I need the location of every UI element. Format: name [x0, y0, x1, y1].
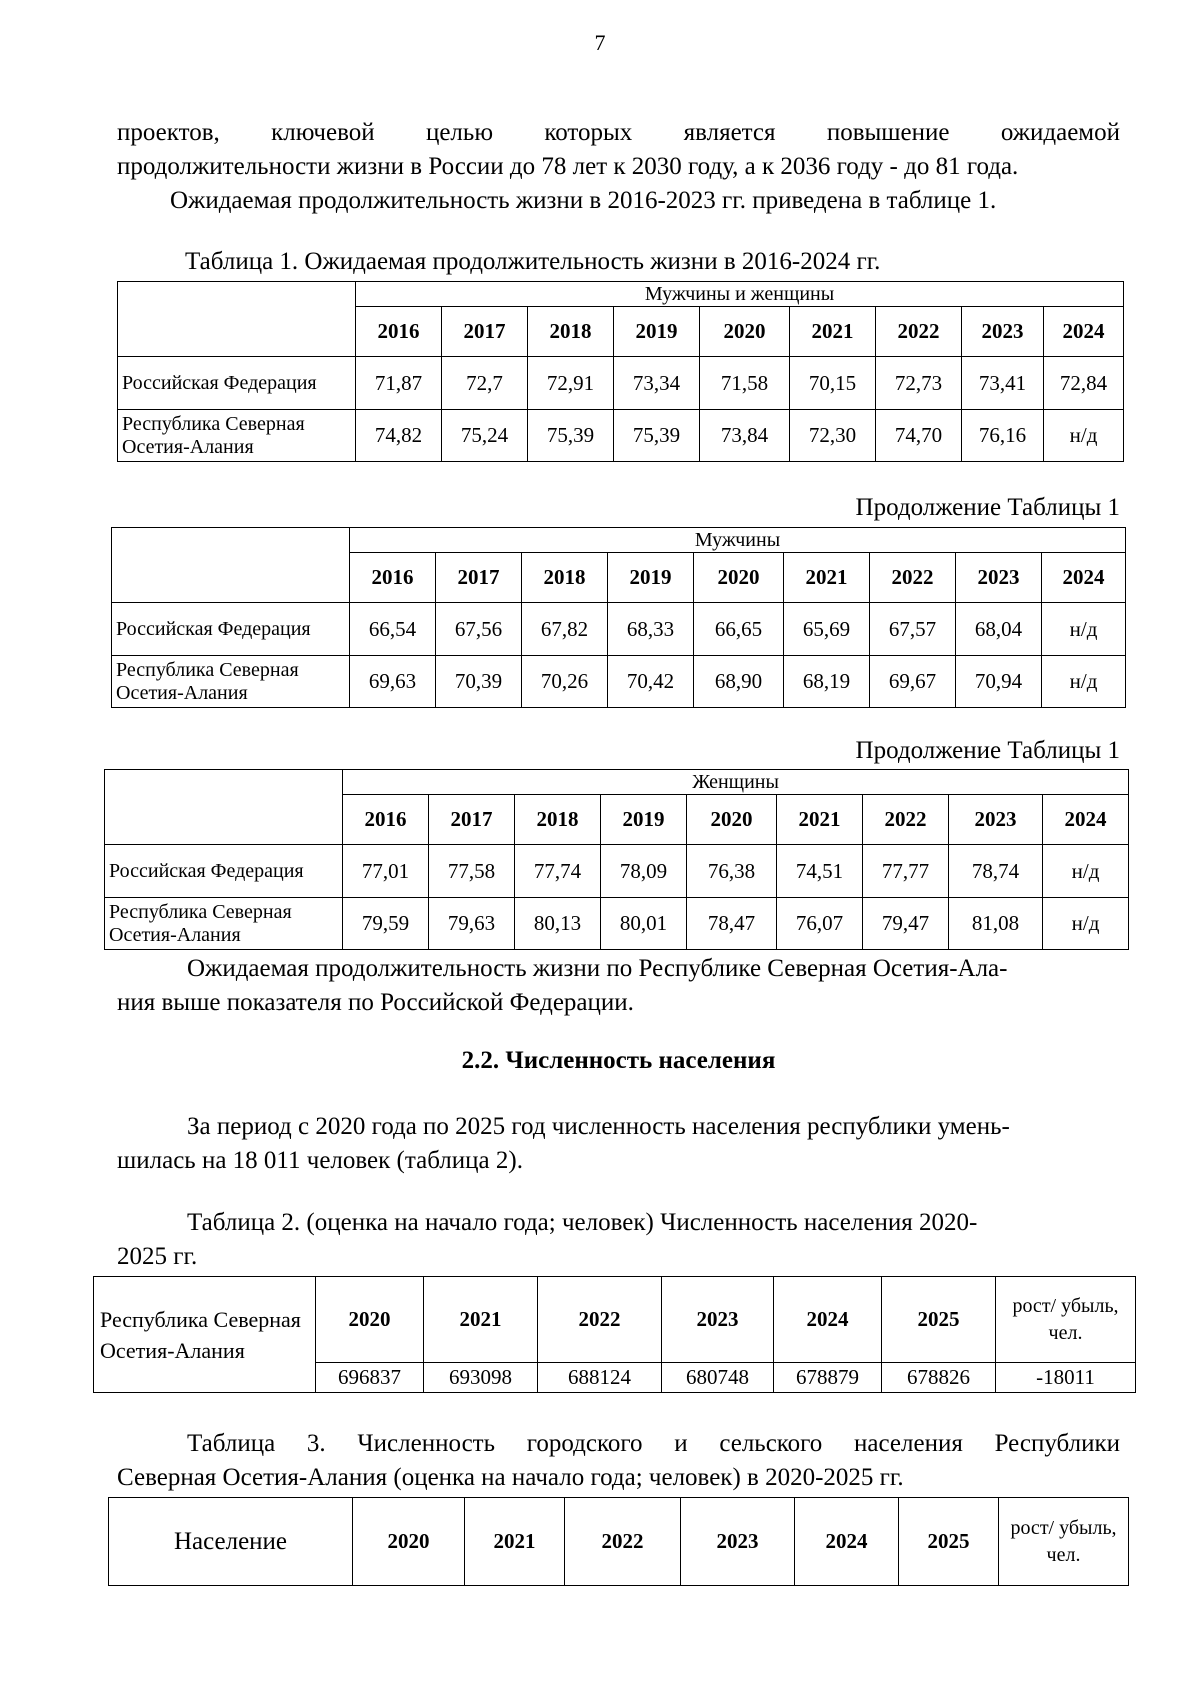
row-label: Российская Федерация — [118, 357, 356, 410]
population-text-line-2: шилась на 18 011 человек (таблица 2). — [117, 1147, 523, 1174]
table-cell: 76,38 — [687, 845, 777, 898]
table-row — [105, 845, 1129, 898]
year-header: 2023 — [962, 307, 1044, 357]
row-label: Российская Федерация — [105, 845, 343, 898]
population-text-line-1: За период с 2020 года по 2025 год численность населения республики умень- — [187, 1113, 1010, 1140]
table-cell: н/д — [1044, 410, 1124, 462]
year-header: 2018 — [528, 307, 614, 357]
year-header: 2021 — [465, 1498, 565, 1586]
table-cell: 78,74 — [949, 845, 1043, 898]
table-cell: 79,63 — [429, 898, 515, 950]
table-cell: 77,01 — [343, 845, 429, 898]
year-header: 2025 — [899, 1498, 999, 1586]
table-cell: 78,47 — [687, 898, 777, 950]
table-cell: 68,19 — [784, 656, 870, 708]
table-group-header: Мужчины — [350, 528, 1126, 553]
table-cell: 81,08 — [949, 898, 1043, 950]
table-cell: 680748 — [662, 1363, 774, 1393]
life-expectancy-table-both — [117, 281, 1124, 462]
year-header: 2021 — [424, 1277, 538, 1363]
table-cell: 70,39 — [436, 656, 522, 708]
row-label: Республика Северная Осетия-Алания — [112, 656, 350, 708]
year-header: 2021 — [790, 307, 876, 357]
table-cell: 73,84 — [700, 410, 790, 462]
year-header: 2023 — [681, 1498, 795, 1586]
table-cell: 79,47 — [863, 898, 949, 950]
table-group-header: Женщины — [343, 770, 1129, 795]
table-corner-cell — [118, 282, 356, 357]
table-cell: 693098 — [424, 1363, 538, 1393]
year-header: 2020 — [694, 553, 784, 603]
year-header: 2016 — [356, 307, 442, 357]
row-label: Республика Северная Осетия-Алания — [105, 898, 343, 950]
table-cell: 70,94 — [956, 656, 1042, 708]
year-header: 2020 — [687, 795, 777, 845]
table-cell: 688124 — [538, 1363, 662, 1393]
table3-caption-line-1: Таблица 3. Численность городского и сельского населения Республики — [187, 1430, 1120, 1457]
table-cell: 77,74 — [515, 845, 601, 898]
table-row — [118, 410, 1124, 462]
year-header: 2024 — [774, 1277, 882, 1363]
table-cell: 69,63 — [350, 656, 436, 708]
table-cell: 77,77 — [863, 845, 949, 898]
year-header: 2021 — [777, 795, 863, 845]
year-header: 2016 — [350, 553, 436, 603]
year-header: 2016 — [343, 795, 429, 845]
table-cell: 77,58 — [429, 845, 515, 898]
table-cell: 75,39 — [614, 410, 700, 462]
year-header: 2022 — [538, 1277, 662, 1363]
table-cell: н/д — [1042, 656, 1126, 708]
table2-caption-line-2: 2025 гг. — [117, 1243, 198, 1270]
intro-line-1: проектов, ключевой целью которых является повышение ожидаемой — [117, 119, 1120, 146]
table-cell: 72,7 — [442, 357, 528, 410]
year-header: 2024 — [1042, 553, 1126, 603]
table-group-header: Мужчины и женщины — [356, 282, 1124, 307]
table-cell: 68,90 — [694, 656, 784, 708]
year-header: 2023 — [662, 1277, 774, 1363]
table-cell: 72,30 — [790, 410, 876, 462]
table1-continuation-label-2: Продолжение Таблицы 1 — [855, 737, 1120, 764]
urban-rural-population-table — [108, 1497, 1129, 1586]
year-header: 2024 — [1044, 307, 1124, 357]
table2-caption-line-1: Таблица 2. (оценка на начало года; человек) Численность населения 2020- — [187, 1209, 978, 1236]
year-header: 2018 — [522, 553, 608, 603]
year-header: 2023 — [956, 553, 1042, 603]
table-cell: 72,91 — [528, 357, 614, 410]
year-header: 2023 — [949, 795, 1043, 845]
conclusion-line-1: Ожидаемая продолжительность жизни по Республике Северная Осетия-Ала- — [187, 955, 1008, 982]
table-row — [112, 656, 1126, 708]
table-cell: 73,34 — [614, 357, 700, 410]
table-corner-cell — [112, 528, 350, 603]
table-cell: 66,65 — [694, 603, 784, 656]
table-cell: 76,16 — [962, 410, 1044, 462]
table-cell: 70,26 — [522, 656, 608, 708]
table-cell: 66,54 — [350, 603, 436, 656]
table-cell: 74,70 — [876, 410, 962, 462]
year-header: 2019 — [601, 795, 687, 845]
year-header: 2022 — [876, 307, 962, 357]
table-cell: 75,39 — [528, 410, 614, 462]
year-header: 2017 — [436, 553, 522, 603]
table-cell: 74,51 — [777, 845, 863, 898]
life-expectancy-table-women — [104, 769, 1129, 950]
population-table — [93, 1276, 1136, 1393]
table-cell: 72,73 — [876, 357, 962, 410]
table1-continuation-label: Продолжение Таблицы 1 — [855, 494, 1120, 521]
table-cell: -18011 — [996, 1363, 1136, 1393]
table-cell: 67,57 — [870, 603, 956, 656]
table-cell: 68,33 — [608, 603, 694, 656]
year-header: 2022 — [863, 795, 949, 845]
population-type-header: Население — [109, 1498, 353, 1586]
year-header: 2020 — [700, 307, 790, 357]
table-cell: 696837 — [316, 1363, 424, 1393]
row-label: Российская Федерация — [112, 603, 350, 656]
table-cell: 70,15 — [790, 357, 876, 410]
year-header: 2022 — [870, 553, 956, 603]
year-header: 2024 — [1043, 795, 1129, 845]
table-cell: 72,84 — [1044, 357, 1124, 410]
table-cell: 79,59 — [343, 898, 429, 950]
change-header: рост/ убыль, чел. — [999, 1498, 1129, 1586]
table-cell: 71,87 — [356, 357, 442, 410]
table-cell: 68,04 — [956, 603, 1042, 656]
conclusion-line-2: ния выше показателя по Российской Федерации. — [117, 989, 634, 1016]
year-header: 2017 — [442, 307, 528, 357]
table-cell: н/д — [1042, 603, 1126, 656]
table-cell: 69,67 — [870, 656, 956, 708]
year-header: 2019 — [614, 307, 700, 357]
table-row — [105, 898, 1129, 950]
table-cell: 678879 — [774, 1363, 882, 1393]
table1-caption: Таблица 1. Ожидаемая продолжительность жизни в 2016-2024 гг. — [185, 248, 881, 275]
table-cell: 67,56 — [436, 603, 522, 656]
year-header: 2017 — [429, 795, 515, 845]
table-cell: 75,24 — [442, 410, 528, 462]
year-header: 2021 — [784, 553, 870, 603]
table-cell: н/д — [1043, 845, 1129, 898]
year-header: 2025 — [882, 1277, 996, 1363]
row-label: Республика Северная Осетия-Алания — [118, 410, 356, 462]
intro-line-2: продолжительности жизни в России до 78 лет к 2030 году, а к 2036 году - до 81 года. — [117, 153, 1019, 180]
year-header: 2024 — [795, 1498, 899, 1586]
table-cell: 80,01 — [601, 898, 687, 950]
year-header: 2022 — [565, 1498, 681, 1586]
life-expectancy-table-men — [111, 527, 1126, 708]
table-cell: 80,13 — [515, 898, 601, 950]
table-cell: 67,82 — [522, 603, 608, 656]
table-corner-cell — [105, 770, 343, 845]
table-cell: 74,82 — [356, 410, 442, 462]
table-cell: 678826 — [882, 1363, 996, 1393]
year-header: 2020 — [353, 1498, 465, 1586]
table-cell: 65,69 — [784, 603, 870, 656]
table-row — [118, 357, 1124, 410]
table-cell: 70,42 — [608, 656, 694, 708]
region-label: Республика Северная Осетия-Алания — [94, 1277, 316, 1393]
intro-line-3: Ожидаемая продолжительность жизни в 2016-2023 гг. приведена в таблице 1. — [170, 187, 997, 214]
change-header: рост/ убыль, чел. — [996, 1277, 1136, 1363]
table-cell: 76,07 — [777, 898, 863, 950]
year-header: 2020 — [316, 1277, 424, 1363]
page-number: 7 — [594, 30, 606, 55]
table3-caption-line-2: Северная Осетия-Алания (оценка на начало года; человек) в 2020-2025 гг. — [117, 1464, 904, 1491]
table-cell: 71,58 — [700, 357, 790, 410]
section-heading: 2.2. Численность населения — [461, 1047, 776, 1074]
table-row — [112, 603, 1126, 656]
year-header: 2019 — [608, 553, 694, 603]
table-cell: 78,09 — [601, 845, 687, 898]
table-cell: 73,41 — [962, 357, 1044, 410]
table-cell: н/д — [1043, 898, 1129, 950]
year-header: 2018 — [515, 795, 601, 845]
